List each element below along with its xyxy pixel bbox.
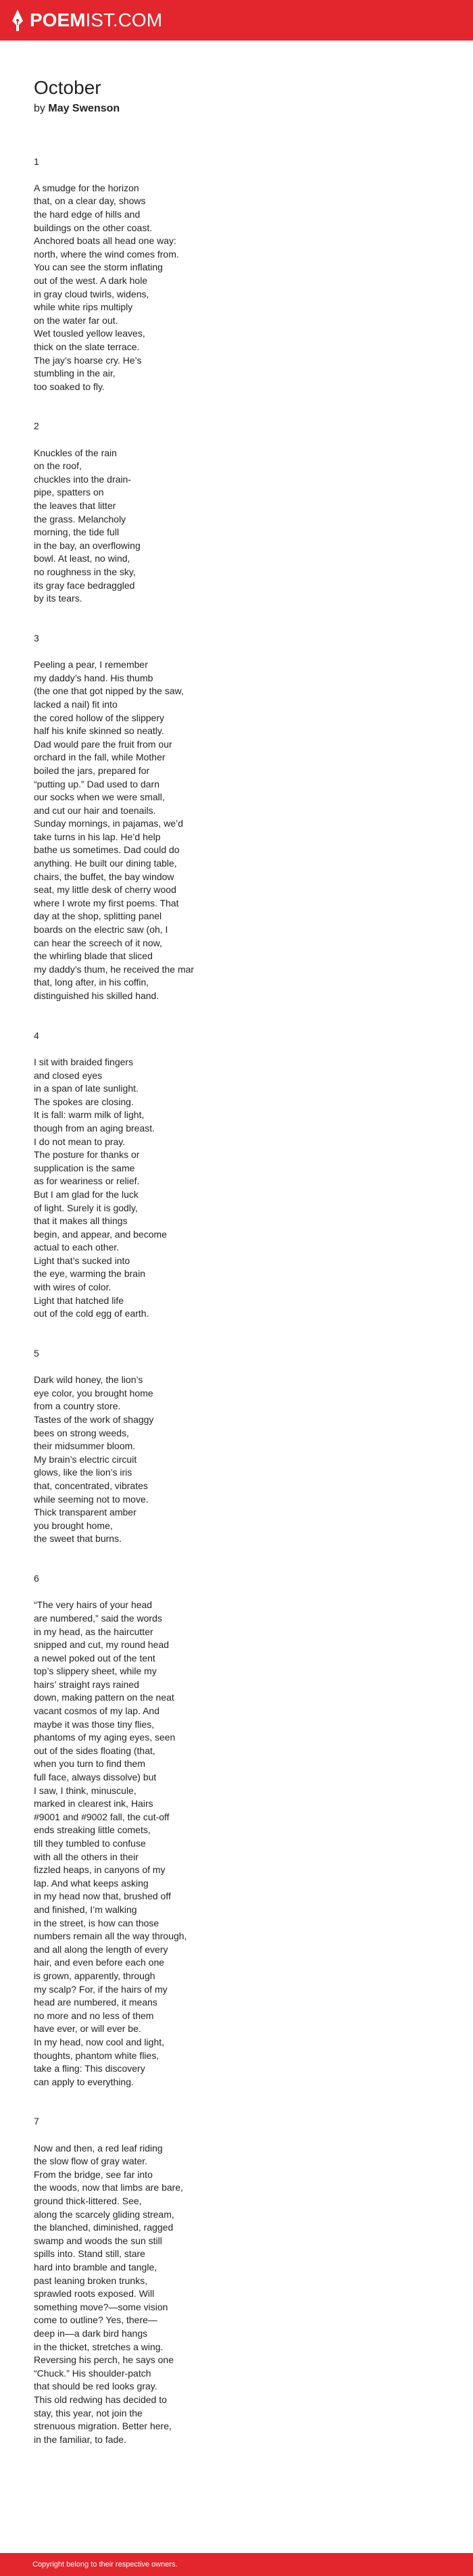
site-logo[interactable] [11, 9, 162, 32]
logo-text-bold: POEM [30, 9, 86, 30]
copyright-text: Copyright belong to their respective owners. [32, 2560, 178, 2569]
pen-nib-icon [11, 9, 24, 32]
poem-section-7 [34, 2115, 439, 2446]
author-link[interactable]: May Swenson [48, 103, 120, 114]
poem-section-5 [34, 1347, 439, 1546]
logo-text [30, 11, 162, 30]
section-number: 7 [34, 2116, 39, 2127]
poem-byline [34, 101, 439, 116]
section-number: 6 [34, 1573, 39, 1584]
section-number: 3 [34, 632, 39, 643]
poem-content [34, 76, 439, 2473]
stanza-text: A smudge for the horizon that, on a clear day, shows the hard edge of hills and buildings on the other coast. Anchored boats all head one way: north, where the wind comes from. You can see the storm inflating out of the west. A dark hole in gray cloud twirls, widens, while white rips multiply on the water far out. Wet tousled yellow leaves, thick on the slate terrace. The jay’s hoarse cry. He’s stumbling in the air, too soaked to fly. [34, 182, 179, 392]
stanza-text: Knuckles of the rain on the roof, chuckles into the drain- pipe, spatters on the leaves that litter the grass. Melancholy morning, the tide full in the bay, an overflowing bowl. At least, no wind, no roughness in the sky, its gray face bedraggled by its tears. [34, 447, 141, 604]
section-number: 5 [34, 1348, 39, 1359]
stanza-text: Peeling a pear, I remember my daddy’s hand. His thumb (the one that got nipped by the saw, lacked a nail) fit into the cored hollow of the slippery half his knife skinned so neatly. Dad would pare the fruit from our orchard in the fall, while Mother boiled the jars, prepared for “putting up.” Dad used to darn our socks when we were small, and cut our hair and toenails. Sunday mornings, in pajamas, we’d take turns in his lap. He’d help bathe us sometimes. Dad could do anything. He built our dining table, chairs, the buffet, the bay window seat, my little desk of cherry wood where I wrote my first poems. That day at the shop, splitting panel boards on the electric saw (oh, I can hear the screech of it now, the whirling blade that sliced my daddy’s thum, he received the mar that, long after, in his coffin, distinguished his skilled hand. [34, 659, 195, 1001]
poem-body [34, 142, 439, 2473]
poem-section-1 [34, 155, 439, 394]
poem-section-4 [34, 1029, 439, 1321]
by-label: by [34, 103, 45, 114]
stanza-text: Now and then, a red leaf riding the slow flow of gray water. From the bridge, see far into the woods, now that limbs are bare, ground thick-littered. See, along the scarcely gliding stream, the blanched, diminished, ragged swamp and woods the sun still spills into. Stand still, stare hard into bramble and tangle, past leaning broken trunks, sprawled roots exposed. Will something move?—some vision come to outline? Yes, there— deep in—a dark bird hangs in the thicket, stretches a wing. Reversing his perch, he says one “Chuck.” His shoulder-patch that should be red looks gray. This old redwing has decided to stay, this year, not join the strenuous migration. Better here, in the familiar, to fade. [34, 2142, 184, 2445]
logo-text-light: IST.COM [85, 9, 163, 30]
poem-section-2 [34, 420, 439, 605]
section-number: 2 [34, 420, 39, 432]
section-number: 4 [34, 1029, 39, 1041]
poem-title: October [34, 77, 101, 98]
site-footer [0, 2553, 473, 2576]
site-header [0, 0, 473, 41]
poem-section-3 [34, 632, 439, 1003]
stanza-text: “The very hairs of your head are numbered,” said the words in my head, as the haircutter snipped and cut, my round head a newel poked out of the tent top’s slippery sheet, while my hairs’ straight rays rained down, making pattern on the neat vacant cosmos of my lap. And maybe it was those tiny flies, phantoms of my aging eyes, seen out of the sides floating (that, when you turn to find them full face, always dissolve) but I saw, I think, minuscule, marked in clearest ink, Hairs #9001 and #9002 fall, the cut-off ends streaking little comets, till they tumbled to confuse with all the others in their fizzled heaps, in canyons of my lap. And what keeps asking in my head now that, brushed off and finished, I’m walking in the street, is how can those numbers remain all the way through, and all along the length of every hair, and even before each one is grown, apparently, through my scalp? For, if the hairs of my head are numbered, it means no more and no less of them have ever, or will ever be. In my head, now cool and light, thoughts, phantom white flies, take a fling: This discovery can apply to everything. [34, 1599, 187, 2087]
poem-section-6 [34, 1572, 439, 2089]
section-number: 1 [34, 155, 39, 167]
stanza-text: I sit with braided fingers and closed eyes in a span of late sunlight. The spokes are closing. It is fall: warm milk of light, though from an aging breast. I do not mean to pray. The posture for thanks or supplication is the same as for weariness or relief. But I am glad for the luck of light. Surely it is godly, that it makes all things begin, and appear, and become actual to each other. Light that’s sucked into the eye, warming the brain with wires of color. Light that hatched life out of the cold egg of earth. [34, 1056, 167, 1319]
stanza-text: Dark wild honey, the lion’s eye color, you brought home from a country store. Tastes of the work of shaggy bees on strong weeds, their midsummer bloom. My brain’s electric circuit glows, like the lion’s iris that, concentrated, vibrates while seeming not to move. Thick transparent amber you brought home, the sweet that burns. [34, 1374, 154, 1545]
